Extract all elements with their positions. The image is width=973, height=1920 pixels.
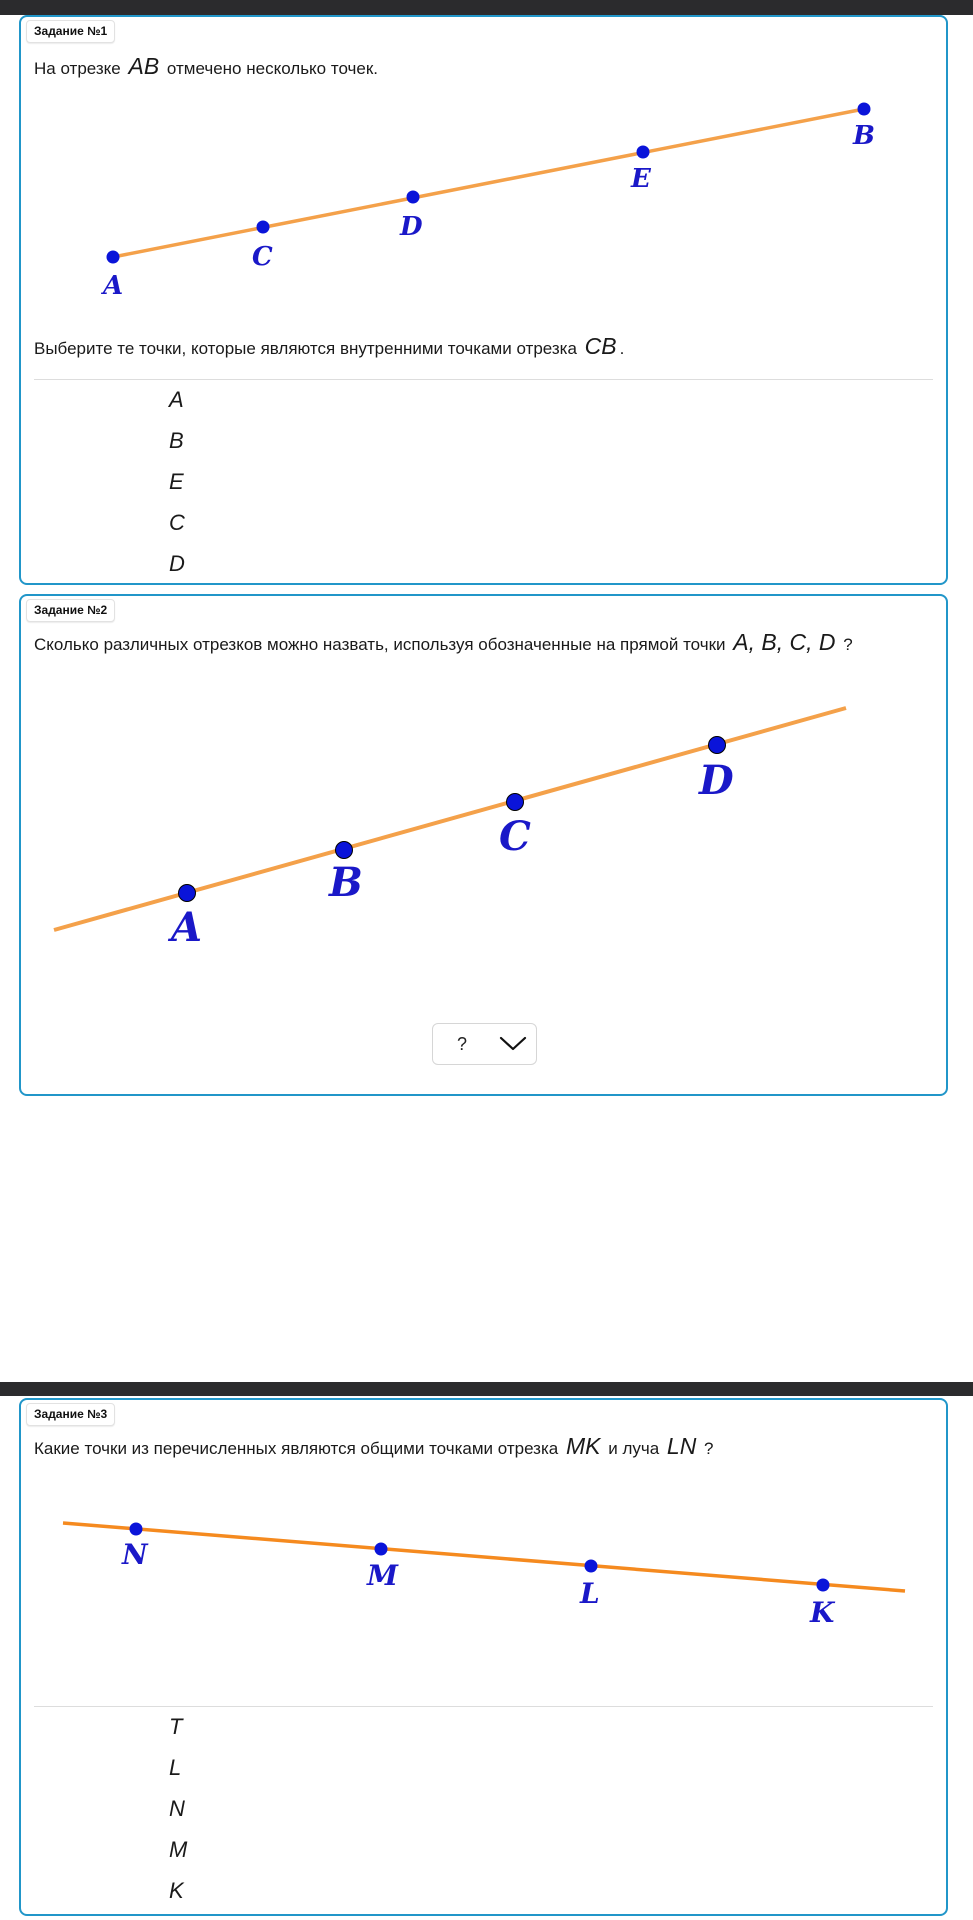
- task-card-2: [19, 594, 948, 1096]
- segment-figure: [21, 17, 946, 317]
- option-e[interactable]: E: [169, 469, 184, 494]
- task-card-3: [19, 1398, 948, 1916]
- label-m: M: [367, 1559, 398, 1592]
- question-mid: и луча: [608, 1439, 660, 1458]
- line-nk: [63, 1523, 905, 1591]
- question-text: Какие точки из перечисленных являются общими точками отрезка: [34, 1439, 559, 1458]
- task-badge: Задание №3: [26, 1403, 115, 1426]
- divider: [34, 1706, 933, 1707]
- option-t[interactable]: T: [169, 1714, 183, 1739]
- label-a: A: [171, 904, 203, 951]
- line-figure: [21, 1400, 946, 1660]
- intro-text: На отрезке: [34, 59, 121, 78]
- point-a: [179, 885, 196, 902]
- option-n[interactable]: N: [169, 1796, 185, 1821]
- chevron-down-icon: [499, 1036, 527, 1052]
- label-e: E: [631, 164, 651, 194]
- label-d: D: [400, 212, 423, 242]
- math-segment-ab: AB: [128, 53, 160, 79]
- label-l: L: [580, 1577, 600, 1610]
- label-b: B: [329, 859, 363, 906]
- math-points: A, B, C, D: [733, 629, 836, 655]
- option-d[interactable]: D: [169, 551, 185, 576]
- math-segment-mk: MK: [565, 1433, 601, 1459]
- point-b: [858, 103, 871, 116]
- separator-bar: [0, 1382, 973, 1396]
- point-l: [585, 1560, 598, 1573]
- select-value: ?: [457, 1034, 468, 1054]
- label-c: C: [499, 813, 531, 860]
- option-l[interactable]: L: [169, 1755, 182, 1780]
- question-end: .: [619, 339, 625, 358]
- label-k: K: [810, 1596, 835, 1629]
- label-b: B: [853, 121, 875, 151]
- option-b[interactable]: B: [169, 428, 184, 453]
- segment-ab-line: [113, 109, 864, 257]
- point-k: [817, 1579, 830, 1592]
- label-n: N: [122, 1538, 148, 1571]
- math-ray-ln: LN: [666, 1433, 697, 1459]
- point-m: [375, 1543, 388, 1556]
- label-d: D: [699, 757, 734, 804]
- point-c: [507, 794, 524, 811]
- option-m[interactable]: M: [169, 1837, 188, 1862]
- label-c: C: [252, 242, 273, 272]
- math-segment-cb: CB: [584, 333, 617, 359]
- task-card-1: [19, 15, 948, 585]
- intro-text-end: отмечено несколько точек.: [166, 59, 379, 78]
- point-d: [709, 737, 726, 754]
- point-a: [107, 251, 120, 264]
- line-abcd: [54, 708, 846, 930]
- option-c[interactable]: C: [169, 510, 185, 535]
- answer-select[interactable]: [432, 1023, 537, 1065]
- line-figure: [21, 596, 946, 1016]
- question-end: ?: [704, 1439, 714, 1458]
- point-e: [637, 146, 650, 159]
- option-a[interactable]: A: [169, 387, 184, 412]
- question-text: Сколько различных отрезков можно назвать, используя обозначенные на прямой точки: [34, 635, 726, 654]
- question-end: ?: [843, 635, 853, 654]
- point-c: [257, 221, 270, 234]
- point-b: [336, 842, 353, 859]
- task-badge: Задание №2: [26, 599, 115, 622]
- task-badge: Задание №1: [26, 20, 115, 43]
- task-question: [34, 333, 624, 360]
- question-text: Выберите те точки, которые являются внутренними точками отрезка: [34, 339, 577, 358]
- top-bar: [0, 0, 973, 15]
- point-d: [407, 191, 420, 204]
- point-n: [130, 1523, 143, 1536]
- label-a: A: [103, 271, 124, 301]
- divider: [34, 379, 933, 380]
- option-k[interactable]: K: [169, 1878, 184, 1903]
